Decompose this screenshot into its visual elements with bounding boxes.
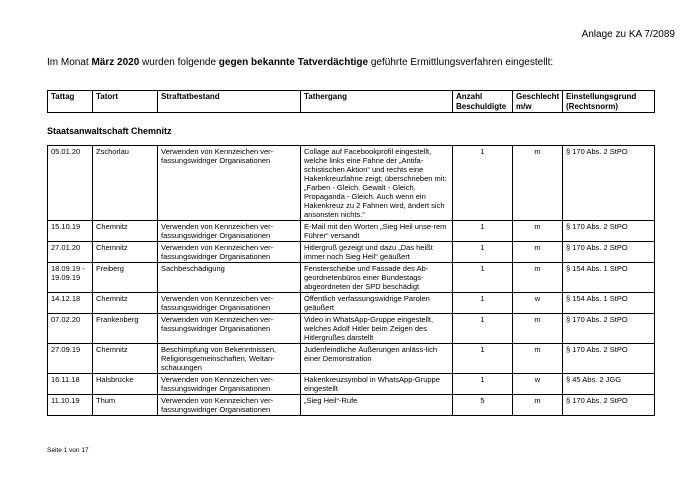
- cell-offense: Verwenden von Kennzeichen ver-fassungswidriger Organisationen: [158, 293, 301, 314]
- cell-date: 27.01.20: [48, 242, 93, 263]
- page-footer: Seite 1 von 17: [47, 447, 89, 454]
- cell-place: Chemnitz: [93, 293, 158, 314]
- cell-description: Öffentlich verfassungswidrige Parolen geäußert: [301, 293, 453, 314]
- intro-sentence: [47, 57, 553, 68]
- col-header-reason: Einstellungsgrund (Rechtsnorm): [563, 91, 655, 113]
- cell-reason: § 170 Abs. 2 StPO: [563, 314, 655, 344]
- header-row: [48, 91, 655, 113]
- table-row: [48, 344, 655, 374]
- cell-description: Hitlergruß gezeigt und dazu „Das heißt immer noch Sieg Heil“ geäußert: [301, 242, 453, 263]
- cell-place: Zschorlau: [93, 146, 158, 221]
- cell-count: 1: [453, 221, 513, 242]
- intro-part-3: geführte Ermittlungsverfahren eingestellt:: [368, 57, 554, 68]
- table-row: [48, 374, 655, 395]
- cell-date: 15.10.19: [48, 221, 93, 242]
- cell-count: 1: [453, 242, 513, 263]
- cell-gender: m: [513, 344, 563, 374]
- cell-date: 14.12.18: [48, 293, 93, 314]
- cell-count: 1: [453, 146, 513, 221]
- cases-table: [47, 145, 655, 416]
- cell-count: 1: [453, 263, 513, 293]
- cell-description: „Sieg Heil“-Rufe: [301, 395, 453, 416]
- col-header-offense: Straftatbestand: [158, 91, 301, 113]
- cell-gender: w: [513, 374, 563, 395]
- cell-date: 27.09.19: [48, 344, 93, 374]
- cell-offense: Sachbeschädigung: [158, 263, 301, 293]
- cell-place: Chemnitz: [93, 242, 158, 263]
- intro-part-1: Im Monat: [47, 57, 92, 68]
- col-header-count: Anzahl Beschuldigte: [453, 91, 513, 113]
- cell-offense: Verwenden von Kennzeichen ver-fassungswidriger Organisationen: [158, 314, 301, 344]
- intro-emphasis: gegen bekannte Tatverdächtige: [218, 57, 369, 68]
- cell-gender: m: [513, 263, 563, 293]
- col-header-description: Tathergang: [301, 91, 453, 113]
- cell-offense: Verwenden von Kennzeichen ver-fassungswidriger Organisationen: [158, 221, 301, 242]
- cell-offense: Verwenden von Kennzeichen ver-fassungswidriger Organisationen: [158, 242, 301, 263]
- table-row: [48, 263, 655, 293]
- cell-place: Thum: [93, 395, 158, 416]
- cell-date: 05.01.20: [48, 146, 93, 221]
- cell-place: Frankenberg: [93, 314, 158, 344]
- cell-description: Fensterscheibe und Fassade des Ab-geordnetenbüros einer Bundestags-abgeordneten der SPD beschädigt: [301, 263, 453, 293]
- table-row: [48, 293, 655, 314]
- header-table: [47, 90, 655, 113]
- intro-month: März 2020: [91, 57, 140, 68]
- cell-reason: § 170 Abs. 2 StPO: [563, 344, 655, 374]
- cell-description: Judenfeindliche Äußerungen anläss-lich einer Demonstration: [301, 344, 453, 374]
- cell-date: 11.10.19: [48, 395, 93, 416]
- table-row: [48, 314, 655, 344]
- cell-description: Video in WhatsApp-Gruppe eingestellt, welches Adolf Hitler beim Zeigen des Hitlergrußes darstellt: [301, 314, 453, 344]
- cell-count: 1: [453, 374, 513, 395]
- cell-offense: Beschimpfung von Bekenntnissen, Religionsgemeinschaften, Weltan-schauungen: [158, 344, 301, 374]
- col-header-date: Tattag: [48, 91, 93, 113]
- cell-reason: § 45 Abs. 2 JGG: [563, 374, 655, 395]
- cell-reason: § 154 Abs. 1 StPO: [563, 263, 655, 293]
- cell-gender: m: [513, 395, 563, 416]
- section-title: Staatsanwaltschaft Chemnitz: [47, 126, 172, 136]
- cell-place: Freiberg: [93, 263, 158, 293]
- cell-count: 1: [453, 314, 513, 344]
- cell-reason: § 170 Abs. 2 StPO: [563, 146, 655, 221]
- annex-reference: Anlage zu KA 7/2089: [581, 29, 675, 40]
- col-header-gender: Geschlecht m/w: [513, 91, 563, 113]
- col-header-place: Tatort: [93, 91, 158, 113]
- cell-gender: w: [513, 293, 563, 314]
- cell-gender: m: [513, 146, 563, 221]
- table-row: [48, 242, 655, 263]
- cell-count: 1: [453, 293, 513, 314]
- cell-offense: Verwenden von Kennzeichen ver-fassungswidriger Organisationen: [158, 146, 301, 221]
- cell-reason: § 170 Abs. 2 StPO: [563, 395, 655, 416]
- cell-place: Chemnitz: [93, 221, 158, 242]
- cell-count: 5: [453, 395, 513, 416]
- cell-description: Hakenkreuzsymbol in WhatsApp-Gruppe eingestellt: [301, 374, 453, 395]
- cell-gender: m: [513, 314, 563, 344]
- table-row: [48, 146, 655, 221]
- cell-count: 1: [453, 344, 513, 374]
- cell-offense: Verwenden von Kennzeichen ver-fassungswidriger Organisationen: [158, 395, 301, 416]
- cell-description: Collage auf Facebookprofil eingestellt, welche links eine Fahne der „Antifa-schistischen Aktion“ und rechts eine Hakenkreuzfahne zeigt; überschrieben mit: „Farben - Gleich. Gewalt - Gleich. Propaganda - Gleich. Auch wenn ein Hakenkreuz zu 2 Fahnen wird, ändert sich ansonsten nichts.“: [301, 146, 453, 221]
- table-row: [48, 395, 655, 416]
- cell-place: Chemnitz: [93, 344, 158, 374]
- cell-date: 16.11.18: [48, 374, 93, 395]
- cell-place: Halsbrücke: [93, 374, 158, 395]
- cell-offense: Verwenden von Kennzeichen ver-fassungswidriger Organisationen: [158, 374, 301, 395]
- table-row: [48, 221, 655, 242]
- cell-reason: § 170 Abs. 2 StPO: [563, 221, 655, 242]
- cell-gender: m: [513, 221, 563, 242]
- intro-part-2: wurden folgende: [139, 57, 219, 68]
- cell-reason: § 154 Abs. 1 StPO: [563, 293, 655, 314]
- cell-description: E-Mail mit den Worten „Sieg Heil unse-rem Führer“ versandt: [301, 221, 453, 242]
- cell-date: 18.09.19 - 19.09.19: [48, 263, 93, 293]
- cell-date: 07.02.20: [48, 314, 93, 344]
- cell-reason: § 170 Abs. 2 StPO: [563, 242, 655, 263]
- cell-gender: m: [513, 242, 563, 263]
